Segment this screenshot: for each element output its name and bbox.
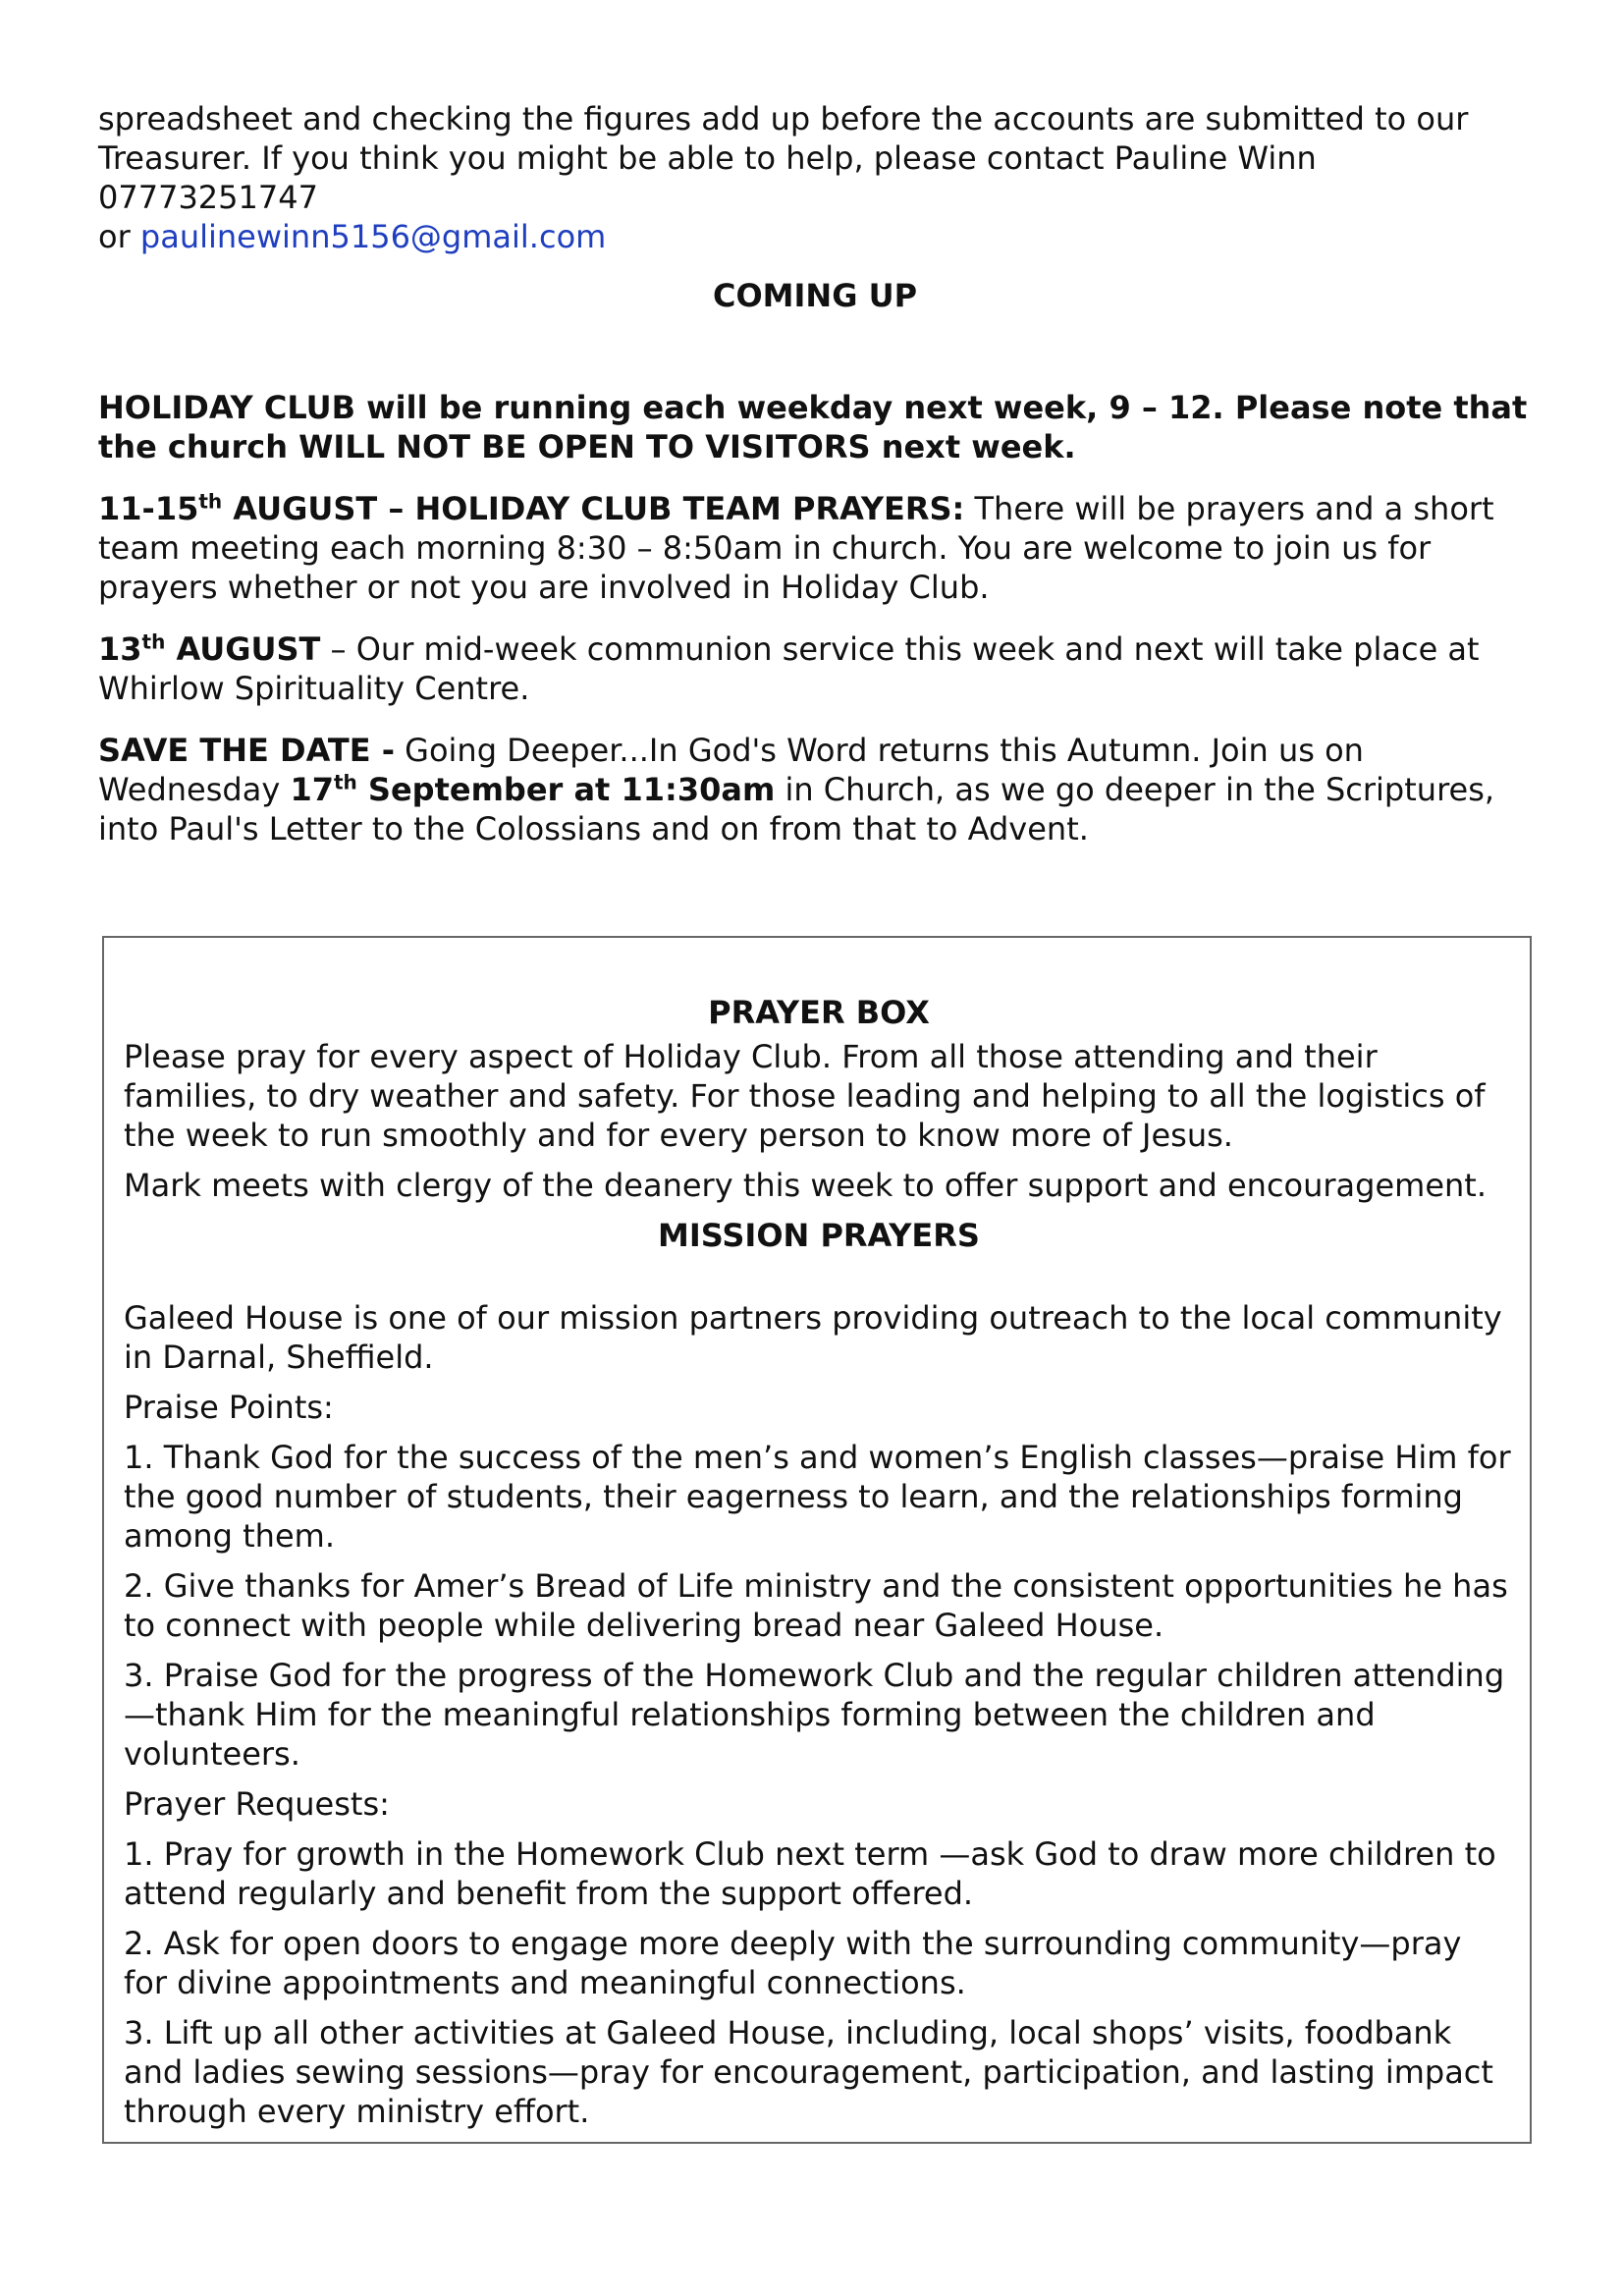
praise-point: 2. Give thanks for Amer’s Bread of Life ministry and the consistent opportunities he has to connect with people while delivering bread near Galeed House.	[124, 1567, 1508, 1644]
events-list	[98, 388, 1532, 871]
prayer-requests-label: Prayer Requests:	[124, 1785, 390, 1823]
holiday-club-notice: HOLIDAY CLUB will be running each weekday next week, 9 – 12. Please note that the church WILL NOT BE OPEN TO VISITORS next week.	[98, 389, 1528, 465]
prayer-request: 2. Ask for open doors to engage more deeply with the surrounding community—pray for divine appointments and meaningful connections.	[124, 1925, 1462, 2001]
communion-item	[98, 629, 1532, 708]
prayer-box-paragraph: Please pray for every aspect of Holiday Club. From all those attending and their families, to dry weather and safety. For those leading and helping to all the logistics of the week to run smoothly and for every person to know more of Jesus.	[124, 1038, 1486, 1154]
praise-point: 3. Praise God for the progress of the Homework Club and the regular children attending—thank Him for the meaningful relationships forming between the children and volunteers.	[124, 1657, 1505, 1773]
save-the-date-date: 17th September at 11:30am	[290, 770, 776, 808]
team-prayers-item	[98, 489, 1532, 607]
communion-text: – Our mid-week communion service this week and next will take place at Whirlow Spirituality Centre.	[98, 630, 1480, 707]
mission-prayers-heading: MISSION PRAYERS	[658, 1217, 980, 1254]
intro-or-text: or	[98, 218, 140, 255]
mission-intro: Galeed House is one of our mission partners providing outreach to the local community in Darnal, Sheffield.	[124, 1299, 1502, 1376]
prayer-box-content	[124, 993, 1514, 2142]
prayer-request: 3. Lift up all other activities at Galeed House, including, local shops’ visits, foodbank and ladies sewing sessions—pray for encouragement, participation, and lasting impact through every ministry effort.	[124, 2014, 1493, 2130]
team-prayers-text: There will be prayers and a short team meeting each morning 8:30 – 8:50am in church. You are welcome to join us for prayers whether or not you are involved in Holiday Club.	[98, 490, 1494, 606]
praise-point: 1. Thank God for the success of the men’s and women’s English classes—praise Him for the good number of students, their eagerness to learn, and the relationships forming among them.	[124, 1439, 1511, 1555]
save-the-date-text-cont: in Church, as we go deeper in the Scriptures, into Paul's Letter to the Colossians and on from that to Advent.	[98, 771, 1495, 847]
save-the-date-item	[98, 731, 1532, 848]
prayer-box-heading: PRAYER BOX	[708, 994, 930, 1031]
intro-line: Treasurer. If you think you might be able to help, please contact Pauline Winn 07773251747	[98, 139, 1317, 216]
prayer-box-paragraph: Mark meets with clergy of the deanery this week to offer support and encouragement.	[124, 1167, 1488, 1204]
praise-points-label: Praise Points:	[124, 1389, 334, 1426]
intro-line: spreadsheet and checking the figures add up before the accounts are submitted to our	[98, 100, 1469, 137]
intro-contact-line	[98, 217, 1532, 256]
coming-up-heading: COMING UP	[712, 277, 918, 314]
team-prayers-date: 11-15th AUGUST – HOLIDAY CLUB TEAM PRAYERS:	[98, 489, 965, 527]
save-the-date-text: Going Deeper...In God's Word returns this Autumn. Join us on Wednesday	[98, 732, 1364, 808]
save-the-date-title: SAVE THE DATE -	[98, 732, 395, 769]
prayer-box	[102, 936, 1532, 2144]
prayer-request: 1. Pray for growth in the Homework Club next term —ask God to draw more children to attend regularly and benefit from the support offered.	[124, 1835, 1496, 1912]
volunteer-request-paragraph	[98, 99, 1532, 256]
email-link[interactable]: paulinewinn5156@gmail.com	[139, 218, 607, 255]
communion-date: 13th AUGUST	[98, 629, 321, 668]
